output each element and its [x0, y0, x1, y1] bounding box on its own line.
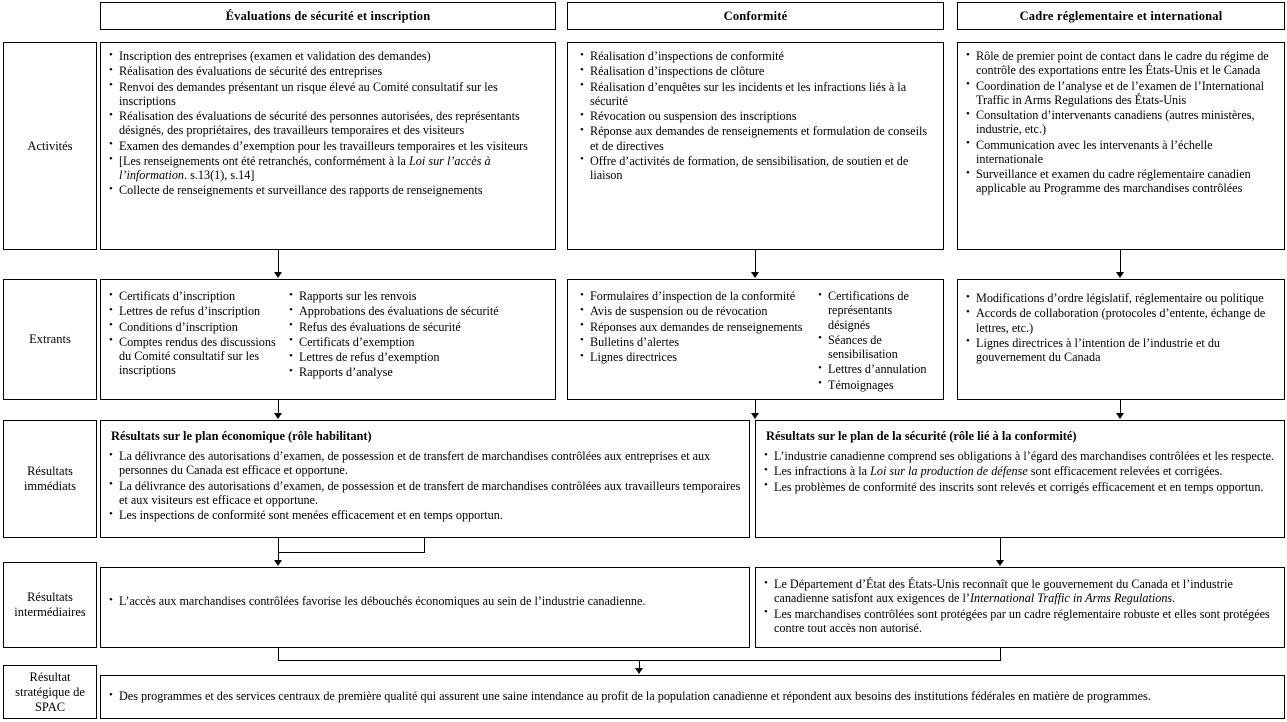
immediate-results-left-title: Résultats sur le plan économique (rôle habilitant) [111, 429, 372, 443]
arrowhead-outputs-immediate-col3 [1116, 413, 1124, 419]
list-item: • Avis de suspension ou de révocation [580, 304, 812, 318]
activities-col2-list [580, 49, 936, 182]
connector-immediate-right-down [1000, 538, 1001, 561]
outputs-col2a-list [580, 289, 812, 364]
list-item: • Révocation ou suspension des inscriptions [580, 109, 936, 123]
list-item: • Séances de sensibilisation [818, 333, 936, 362]
outputs-col2b-list [818, 289, 936, 392]
connector-outputs-immediate-col3 [1120, 400, 1121, 414]
list-item: • Rapports sur les renvois [289, 289, 548, 303]
activities-box-col3 [957, 42, 1285, 250]
list-item: • Réponses aux demandes de renseignements [580, 320, 812, 334]
row-label-strategic-result [3, 665, 97, 719]
activities-box-col1 [100, 42, 556, 250]
connector-activities-outputs-col3 [1120, 250, 1121, 273]
list-item: • Formulaires d’inspection de la conformité [580, 289, 812, 303]
column-header-label: Conformité [723, 8, 788, 23]
immediate-results-right-content [756, 421, 1284, 537]
row-label-text: Activités [27, 138, 73, 153]
arrowhead-activities-outputs-col3 [1116, 272, 1124, 278]
list-item: • Approbations des évaluations de sécurité [289, 304, 548, 318]
list-item: • Le Département d’État des États-Unis reconnaît que le gouvernement du Canada et l’industrie canadienne satisfont aux exigences de l’International Traffic in Arms Regulations. [764, 577, 1277, 606]
row-label-outputs [3, 279, 97, 400]
connector-activities-outputs-col1 [278, 250, 279, 273]
activities-col2-content [568, 43, 943, 249]
intermediate-results-right-list [764, 577, 1277, 635]
list-item: • Rôle de premier point de contact dans le cadre du régime de contrôle des exportations entre les États-Unis et le Canada [966, 49, 1277, 78]
connector-immediate-left-bridge [278, 552, 425, 553]
connector-outputs-immediate-col2 [755, 400, 756, 414]
outputs-col1a-list [109, 289, 281, 378]
list-item: • Des programmes et des services centraux de première qualité qui assurent une saine intendance au profit de la population canadienne et répondent aux besoins des institutions fédérales en matière de programmes. [109, 689, 1277, 703]
outputs-col3-content [958, 280, 1284, 399]
connector-outputs-immediate-col1 [278, 400, 279, 414]
list-item: • Certifications de représentants désignés [818, 289, 936, 332]
immediate-results-box-left [100, 420, 750, 538]
list-item: • L’accès aux marchandises contrôlées favorise les débouchés économiques au sein de l’industrie canadienne. [109, 594, 742, 608]
outputs-col1b-list [289, 289, 548, 380]
list-item: • Surveillance et examen du cadre réglementaire canadien applicable au Programme des marchandises contrôlées [966, 167, 1277, 196]
list-item: • Réponse aux demandes de renseignements et formulation de conseils et de directives [580, 124, 936, 153]
intermediate-results-left-list [109, 594, 742, 608]
connector-immediate-left-down [278, 538, 279, 552]
strategic-result-content [101, 676, 1284, 718]
outputs-col1-content [101, 280, 555, 399]
activities-col1-content [101, 43, 555, 249]
list-item: • Communication avec les intervenants à l’échelle internationale [966, 138, 1277, 167]
list-item: • [Les renseignements ont été retranchés, conformément à la Loi sur l’accès à l’information. s.13(1), s.14] [109, 154, 548, 183]
list-item: • Témoignages [818, 378, 936, 392]
list-item: • Réalisation d’inspections de conformité [580, 49, 936, 63]
row-label-text: Résultats immédiats [23, 464, 77, 493]
activities-col1-list [109, 49, 548, 198]
arrowhead-immediate-intermediate-left [274, 560, 282, 566]
outputs-col3-list [966, 291, 1277, 364]
arrowhead-activities-outputs-col2 [751, 272, 759, 278]
connector-immediate-left-down2 [424, 538, 425, 552]
strategic-result-box [100, 675, 1285, 719]
list-item: • Examen des demandes d’exemption pour les travailleurs temporaires et les visiteurs [109, 139, 548, 153]
row-label-activities [3, 42, 97, 250]
column-header-regulatory-framework [957, 2, 1285, 30]
list-item: • Bulletins d’alertes [580, 335, 812, 349]
outputs-box-col1 [100, 279, 556, 400]
list-item: • La délivrance des autorisations d’examen, de possession et de transfert de marchandises contrôlées aux travailleurs temporaires et aux visiteurs est efficace et opportune. [109, 479, 742, 508]
column-header-label: Évaluations de sécurité et inscription [225, 8, 431, 23]
strategic-result-list [109, 689, 1277, 703]
list-item: • Accords de collaboration (protocoles d’entente, échange de lettres, etc.) [966, 306, 1277, 335]
activities-col3-content [958, 43, 1284, 249]
intermediate-results-left-content [101, 568, 749, 647]
list-item: • Les marchandises contrôlées sont protégées par un cadre réglementaire robuste et elles sont protégées contre tout accès non autorisé. [764, 607, 1277, 636]
list-item: • L’industrie canadienne comprend ses obligations à l’égard des marchandises contrôlées et les respecte. [764, 449, 1277, 463]
list-item: • Réalisation des évaluations de sécurité des entreprises [109, 64, 548, 78]
list-item: • Réalisation des évaluations de sécurité des personnes autorisées, des représentants désignés, des propriétaires, des travailleurs temporaires et des visiteurs [109, 109, 548, 138]
list-item: • Lettres de refus d’inscription [109, 304, 281, 318]
list-item: • Offre d’activités de formation, de sensibilisation, de soutien et de liaison [580, 154, 936, 183]
arrowhead-intermediate-strategic [635, 668, 643, 674]
list-item: • Refus des évaluations de sécurité [289, 320, 548, 334]
list-item: • Modifications d’ordre législatif, réglementaire ou politique [966, 291, 1277, 305]
list-item: • Lignes directrices [580, 350, 812, 364]
list-item: • Réalisation d’inspections de clôture [580, 64, 936, 78]
arrowhead-outputs-immediate-col1 [274, 413, 282, 419]
list-item: • Conditions d’inscription [109, 320, 281, 334]
list-item: • Rapports d’analyse [289, 365, 548, 379]
list-item: • Renvoi des demandes présentant un risque élevé au Comité consultatif sur les inscriptions [109, 80, 548, 109]
intermediate-results-box-left [100, 567, 750, 648]
connector-intermediate-right-down [1000, 648, 1001, 660]
connector-activities-outputs-col2 [755, 250, 756, 273]
row-label-text: Extrants [29, 332, 71, 346]
list-item: • Consultation d’intervenants canadiens (autres ministères, industrie, etc.) [966, 108, 1277, 137]
column-header-compliance [567, 2, 944, 30]
outputs-box-col3 [957, 279, 1285, 400]
list-item: • Collecte de renseignements et surveillance des rapports de renseignements [109, 183, 548, 197]
row-label-text: Résultat stratégique de SPAC [15, 669, 85, 714]
immediate-results-right-title: Résultats sur le plan de la sécurité (rôle lié à la conformité) [766, 429, 1077, 443]
column-header-label: Cadre réglementaire et international [1019, 8, 1223, 23]
list-item: • Les infractions à la Loi sur la production de défense sont efficacement relevées et corrigées. [764, 464, 1277, 478]
row-label-immediate-results [3, 420, 97, 538]
list-item: • Lettres de refus d’exemption [289, 350, 548, 364]
activities-box-col2 [567, 42, 944, 250]
list-item: • Inscription des entreprises (examen et validation des demandes) [109, 49, 548, 63]
activities-col3-list [966, 49, 1277, 196]
immediate-results-left-content [101, 421, 749, 537]
row-label-intermediate-results [3, 562, 97, 648]
outputs-box-col2 [567, 279, 944, 400]
immediate-results-box-right [755, 420, 1285, 538]
arrowhead-activities-outputs-col1 [274, 272, 282, 278]
arrowhead-outputs-immediate-col2 [751, 413, 759, 419]
list-item: • Les problèmes de conformité des inscrits sont relevés et corrigés efficacement et en temps opportun. [764, 480, 1277, 494]
list-item: • Certificats d’exemption [289, 335, 548, 349]
connector-intermediate-left-down [278, 648, 279, 660]
arrowhead-immediate-intermediate-right [996, 560, 1004, 566]
immediate-results-right-list [764, 449, 1277, 494]
row-label-text: Résultats intermédiaires [14, 590, 86, 619]
immediate-results-left-list [109, 449, 742, 522]
column-header-security-assessments [100, 2, 556, 30]
list-item: • La délivrance des autorisations d’examen, de possession et de transfert de marchandises contrôlées aux entreprises et aux personnes du Canada est efficace et opportune. [109, 449, 742, 478]
intermediate-results-box-right [755, 567, 1285, 648]
list-item: • Coordination de l’analyse et de l’examen de l’International Traffic in Arms Regulations des États-Unis [966, 79, 1277, 108]
intermediate-results-right-content [756, 568, 1284, 647]
list-item: • Comptes rendus des discussions du Comité consultatif sur les inscriptions [109, 335, 281, 378]
list-item: • Les inspections de conformité sont menées efficacement et en temps opportun. [109, 508, 742, 522]
list-item: • Lettres d’annulation [818, 362, 936, 376]
list-item: • Certificats d’inscription [109, 289, 281, 303]
list-item: • Réalisation d’enquêtes sur les incidents et les infractions liés à la sécurité [580, 80, 936, 109]
list-item: • Lignes directrices à l’intention de l’industrie et du gouvernement du Canada [966, 336, 1277, 365]
outputs-col2-content [568, 280, 943, 399]
